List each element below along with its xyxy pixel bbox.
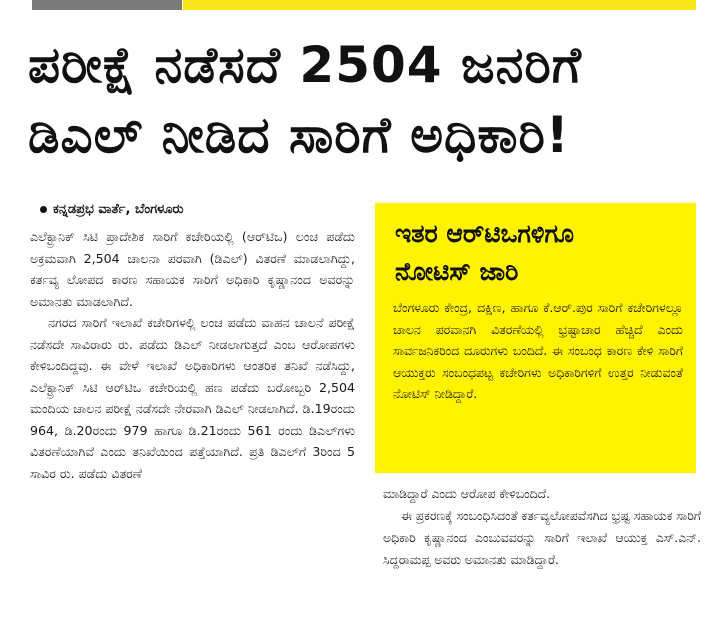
right-column (383, 483, 701, 571)
left-column (30, 226, 355, 484)
right-margin (711, 0, 720, 621)
headline-line-1: ಪರೀಕ್ಷೆ ನಡೆಸದೆ 2504 ಜನರಿಗೆ (28, 36, 582, 94)
left-paragraph-1: ಎಲೆಕ್ಟ್ರಾನಿಕ್ ಸಿಟಿ ಪ್ರಾದೇಶಿಕ ಸಾರಿಗೆ ಕಚೇರಿಯಲ್ಲಿ (ಆರ್‌ಟಿಒ) ಲಂಚ ಪಡೆದು ಅಕ್ರಮವಾಗಿ 2,504 ಚಾಲನಾ ಪರವಾಗಿ (ಡಿಎಲ್) ವಿತರಣೆ ಮಾಡಲಾಗಿದ್ದು, ಕರ್ತವ್ಯ ಲೋಪದ ಕಾರಣ ಸಹಾಯಕ ಸಾರಿಗೆ ಅಧಿಕಾರಿ ಕೃಷ್ಣಾನಂದ ಅವರನ್ನು ಅಮಾನತು ಮಾಡಲಾಗಿದೆ. (30, 229, 355, 309)
headline (28, 30, 708, 170)
top-band (0, 0, 720, 12)
byline-place: , ಬೆಂಗಳೂರು (125, 202, 184, 217)
byline-source: ಕನ್ನಡಪ್ರಭ ವಾರ್ತೆ (53, 202, 126, 217)
sidebar-title-line-2: ನೋಟಿಸ್ ಜಾರಿ (395, 257, 519, 286)
sidebar-title (395, 215, 685, 291)
left-paragraph-2: ನಗರದ ಸಾರಿಗೆ ಇಲಾಖೆ ಕಚೇರಿಗಳಲ್ಲಿ ಲಂಚ ಪಡೆದು ವಾಹನ ಚಾಲನೆ ಪರೀಕ್ಷೆ ನಡೆಸದೇ ಸಾವಿರಾರು ರು. ಪಡೆದು ಡಿಎಲ್ ನೀಡಲಾಗುತ್ತದೆ ಎಂಬ ಆರೋಪಗಳು ಕೇಳಿಬಂದಿದ್ದವು. ಈ ವೇಳೆ ಇಲಾಖೆ ಅಧಿಕಾರಿಗಳು ಆಂತರಿಕ ತನಿಖೆ ನಡೆಸಿದ್ದು, ಎಲೆಕ್ಟ್ರಾನಿಕ್ ಸಿಟಿ ಆರ್‌ಟಿಒ ಕಚೇರಿಯಲ್ಲಿ ಹಣ ಪಡೆದು ಬರೋಬ್ಬರಿ 2,504 ಮಂದಿಯ ಚಾಲನ ಪರೀಕ್ಷೆ ನಡೆಸದೇ ನೇರವಾಗಿ ಡಿಎಲ್ ನೀಡಲಾಗಿದೆ. ಡಿ.19ರಂದು 964, ಡಿ.20ರಂದು 979 ಹಾಗೂ ಡಿ.21ರಂದು 561 ರಂದು ಡಿಎಲ್‌ಗಳು ವಿತರಣೆಯಾಗಿವೆ ಎಂದು ತನಿಖೆಯಿಂದ ಪತ್ತೆಯಾಗಿದೆ. ಪ್ರತಿ ಡಿಎಲ್‌ಗೆ 3ರಿಂದ 5 ಸಾವಿರ ರು. ಪಡೆದು ವಿತರಣೆ (30, 315, 355, 481)
top-band-yellow-block (183, 0, 696, 10)
headline-line-2: ಡಿಎಲ್ ನೀಡಿದ ಸಾರಿಗೆ ಅಧಿಕಾರಿ! (28, 106, 570, 164)
right-paragraph-2: ಈ ಪ್ರಕರಣಕ್ಕೆ ಸಂಬಂಧಿಸಿದಂತೆ ಕರ್ತವ್ಯಲೋಪವೆಸಗಿದ ಭ್ರಷ್ಟ ಸಹಾಯಕ ಸಾರಿಗೆ ಅಧಿಕಾರಿ ಕೃಷ್ಣಾನಂದ ಎಂಬುವವರನ್ನು ಸಾರಿಗೆ ಇಲಾಖೆ ಆಯುಕ್ತ ಎಸ್.ಎನ್. ಸಿದ್ದರಾಮಪ್ಪ ಅವರು ಅಮಾನತು ಮಾಡಿದ್ದಾರೆ. (383, 508, 701, 567)
sidebar-body-text: ಬೆಂಗಳೂರು ಕೇಂದ್ರ, ದಕ್ಷಿಣ, ಹಾಗೂ ಕೆ.ಆರ್.ಪುರ ಸಾರಿಗೆ ಕಚೇರಿಗಳಲ್ಲೂ ಚಾಲನ ಪರವಾನಗಿ ವಿತರಣೆಯಲ್ಲಿ ಭ್ರಷ್ಟಾಚಾರ ಹೆಚ್ಚಿದೆ ಎಂದು ಸಾರ್ವಜನಿಕರಿಂದ ದೂರುಗಳು ಬಂದಿದೆ. ಈ ಸಂಬಂಧ ಕಾರಣ ಕೇಳಿ ಸಾರಿಗೆ ಆಯುಕ್ತರು ಸಂಬಂಧಪಟ್ಟ ಕಚೇರಿಗಳು ಅಧಿಕಾರಿಗಳಿಗೆ ಉತ್ತರ ನೀಡುವಂತೆ ನೋಟಿಸ್ ನೀಡಿದ್ದಾರೆ. (393, 300, 683, 401)
right-paragraph-1: ಮಾಡಿದ್ದಾರೆ ಎಂದು ಆರೋಪ ಕೇಳಿಬಂದಿದೆ. (383, 486, 551, 501)
top-band-gray-block (32, 0, 182, 10)
sidebar-body (393, 297, 683, 405)
bullet-icon (40, 206, 47, 213)
byline (40, 202, 184, 217)
sidebar-title-line-1: ಇತರ ಆರ್‌ಟಿಒಗಳಿಗೂ (395, 219, 575, 248)
sidebar-box (375, 203, 696, 473)
